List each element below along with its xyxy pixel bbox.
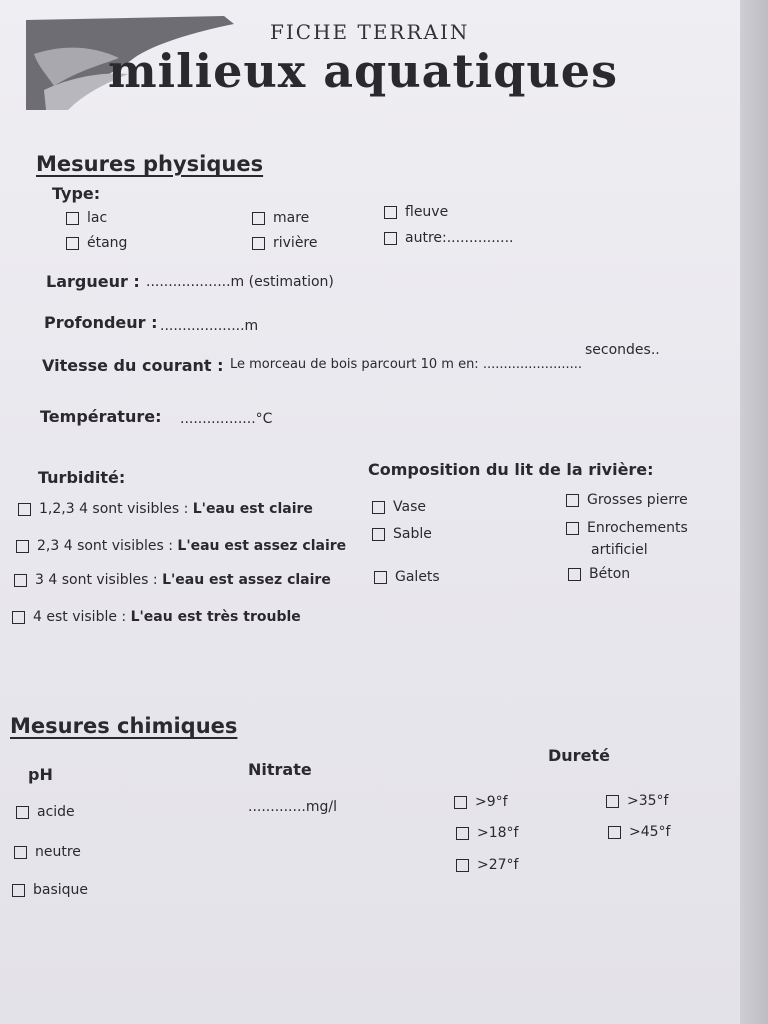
ph-option-basique[interactable]: basique (12, 882, 88, 898)
checkbox[interactable] (18, 503, 31, 516)
nitrate-label: Nitrate (248, 760, 312, 779)
section-chimique-title: Mesures chimiques (10, 714, 238, 738)
checkbox[interactable] (454, 796, 467, 809)
fiche-subtitle: FICHE TERRAIN (270, 20, 470, 44)
durete-label: Dureté (548, 746, 610, 765)
checkbox[interactable] (456, 827, 469, 840)
ph-option-neutre[interactable]: neutre (14, 844, 81, 860)
composition-option-vase[interactable]: Vase (372, 499, 426, 515)
durete-option-27[interactable]: >27°f (456, 857, 518, 873)
checkbox[interactable] (16, 540, 29, 553)
type-label: Type: (52, 184, 101, 203)
checkbox[interactable] (66, 237, 79, 250)
checkbox[interactable] (252, 237, 265, 250)
checkbox[interactable] (384, 232, 397, 245)
composition-option-enrochements[interactable]: Enrochements (566, 520, 688, 536)
composition-label: Composition du lit de la rivière: (368, 460, 654, 479)
type-option-fleuve[interactable]: fleuve (384, 204, 448, 220)
checkbox[interactable] (14, 846, 27, 859)
ph-option-acide[interactable]: acide (16, 804, 75, 820)
turbidite-option-2[interactable]: 2,3 4 sont visibles : L'eau est assez claire (16, 538, 346, 554)
composition-option-beton[interactable]: Béton (568, 566, 630, 582)
turbidite-option-1[interactable]: 1,2,3 4 sont visibles : L'eau est claire (18, 501, 313, 517)
profondeur-field[interactable]: ...................m (160, 318, 259, 334)
profondeur-label: Profondeur : (44, 313, 158, 332)
checkbox[interactable] (16, 806, 29, 819)
vitesse-unit: secondes.. (585, 342, 660, 358)
composition-option-grosses-pierre[interactable]: Grosses pierre (566, 492, 688, 508)
composition-option-galets[interactable]: Galets (374, 569, 440, 585)
checkbox[interactable] (14, 574, 27, 587)
largeur-field[interactable]: ...................m (estimation) (146, 274, 334, 290)
durete-option-9[interactable]: >9°f (454, 794, 508, 810)
checkbox[interactable] (566, 494, 579, 507)
turbidite-option-3[interactable]: 3 4 sont visibles : L'eau est assez claire (14, 572, 331, 588)
type-option-autre[interactable]: autre:............... (384, 230, 513, 246)
vitesse-field[interactable]: Le morceau de bois parcourt 10 m en: ........................ (230, 357, 582, 372)
checkbox[interactable] (12, 611, 25, 624)
type-option-riviere[interactable]: rivière (252, 235, 318, 251)
checkbox[interactable] (608, 826, 621, 839)
section-physique-title: Mesures physiques (36, 152, 264, 176)
largeur-label: Largueur : (46, 272, 140, 291)
composition-enrochements-line2: artificiel (591, 542, 648, 558)
turbidite-label: Turbidité: (38, 468, 126, 487)
composition-option-sable[interactable]: Sable (372, 526, 432, 542)
temperature-field[interactable]: .................°C (180, 411, 273, 427)
checkbox[interactable] (252, 212, 265, 225)
nitrate-field[interactable]: .............mg/l (248, 799, 337, 815)
type-option-mare[interactable]: mare (252, 210, 309, 226)
type-option-etang[interactable]: étang (66, 235, 127, 251)
checkbox[interactable] (372, 501, 385, 514)
checkbox[interactable] (384, 206, 397, 219)
checkbox[interactable] (372, 528, 385, 541)
ph-label: pH (28, 765, 53, 784)
temperature-label: Température: (40, 407, 162, 426)
checkbox[interactable] (374, 571, 387, 584)
checkbox[interactable] (606, 795, 619, 808)
durete-option-35[interactable]: >35°f (606, 793, 668, 809)
checkbox[interactable] (566, 522, 579, 535)
turbidite-option-4[interactable]: 4 est visible : L'eau est très trouble (12, 609, 301, 625)
checkbox[interactable] (456, 859, 469, 872)
page-edge (740, 0, 768, 1024)
checkbox[interactable] (12, 884, 25, 897)
checkbox[interactable] (568, 568, 581, 581)
checkbox[interactable] (66, 212, 79, 225)
page-title: milieux aquatiques (108, 44, 618, 98)
durete-option-45[interactable]: >45°f (608, 824, 670, 840)
vitesse-label: Vitesse du courant : (42, 356, 224, 375)
durete-option-18[interactable]: >18°f (456, 825, 518, 841)
type-option-lac[interactable]: lac (66, 210, 107, 226)
